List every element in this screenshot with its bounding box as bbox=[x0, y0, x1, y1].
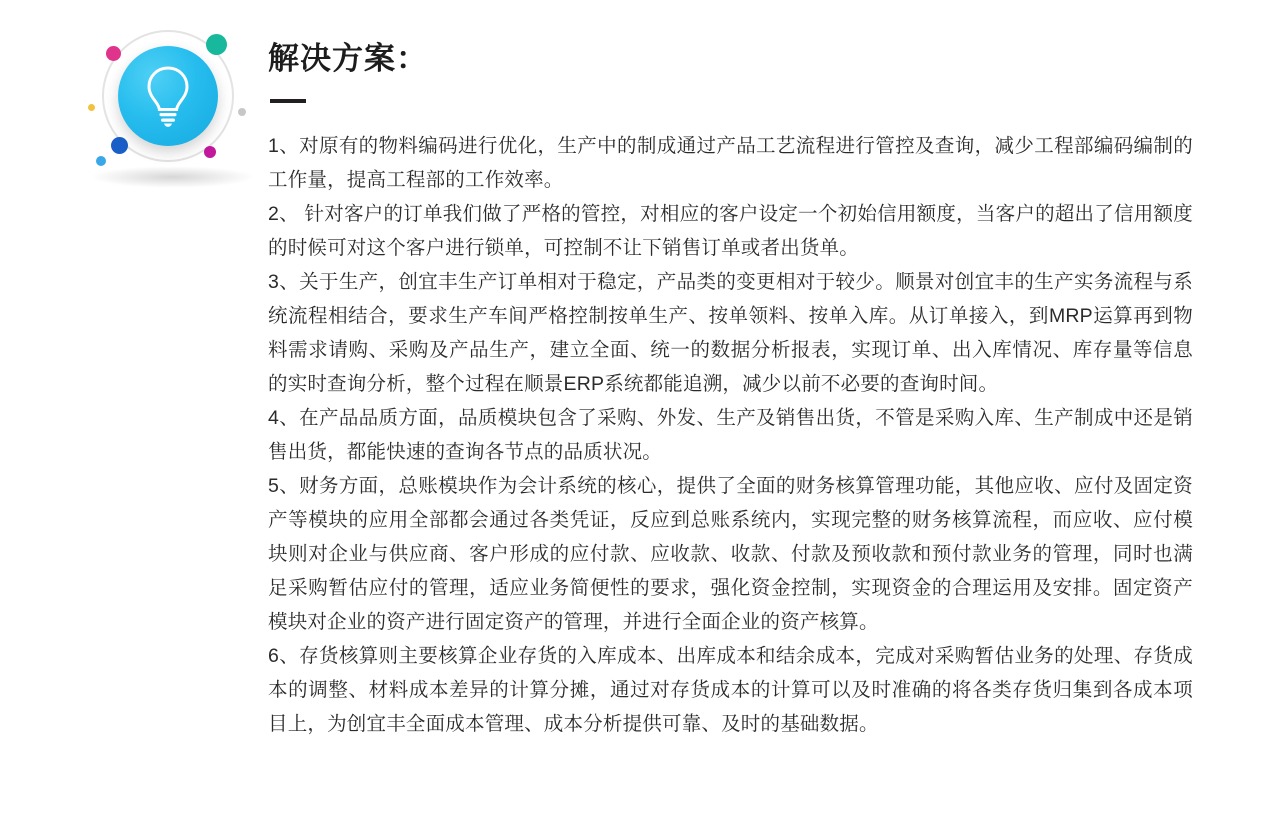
paragraph: 1、对原有的物料编码进行优化，生产中的制成通过产品工艺流程进行管控及查询，减少工程部编码编制的工作量，提高工程部的工作效率。 bbox=[268, 135, 1193, 192]
decorative-dot-pink bbox=[106, 46, 121, 61]
solution-paragraphs bbox=[268, 129, 1193, 741]
decorative-dot-magenta bbox=[204, 146, 216, 158]
page-title: 解决方案： bbox=[268, 41, 428, 76]
paragraph: 5、财务方面，总账模块作为会计系统的核心，提供了全面的财务核算管理功能，其他应收、应付及固定资产等模块的应用全部都会通过各类凭证，反应到总账系统内，实现完整的财务核算流程，而应收、应付模块则对企业与供应商、客户形成的应付款、应收款、收款、付款及预收款和预付款业务的管理，同时也满足采购暂估应付的管理，适应业务简便性的要求，强化资金控制，实现资金的合理运用及安排。固定资产模块对企业的资产进行固定资产的管理，并进行全面企业的资产核算。 bbox=[268, 475, 1193, 634]
decorative-dot-green bbox=[206, 34, 227, 55]
decorative-dot-gray bbox=[238, 108, 246, 116]
paragraph: 4、在产品品质方面，品质模块包含了采购、外发、生产及销售出货，不管是采购入库、生产制成中还是销售出货，都能快速的查询各节点的品质状况。 bbox=[268, 407, 1193, 464]
paragraph: 3、关于生产，创宜丰生产订单相对于稳定，产品类的变更相对于较少。顺景对创宜丰的生产实务流程与系统流程相结合，要求生产车间严格控制按单生产、按单领料、按单入库。从订单接入，到MRP运算再到物料需求请购、采购及产品生产，建立全面、统一的数据分析报表，实现订单、出入库情况、库存量等信息的实时查询分析，整个过程在顺景ERP系统都能追溯，减少以前不必要的查询时间。 bbox=[268, 271, 1193, 396]
content-column bbox=[268, 40, 1193, 741]
paragraph: 2、 针对客户的订单我们做了严格的管控，对相应的客户设定一个初始信用额度，当客户的超出了信用额度的时候可对这个客户进行锁单，可控制不让下销售订单或者出货单。 bbox=[268, 203, 1193, 260]
badge-circle bbox=[118, 46, 218, 146]
title-divider bbox=[270, 99, 306, 103]
lightbulb-icon bbox=[141, 64, 195, 128]
decorative-dot-yellow bbox=[88, 104, 95, 111]
paragraph: 6、存货核算则主要核算企业存货的入库成本、出库成本和结余成本，完成对采购暂估业务的处理、存货成本的调整、材料成本差异的计算分摊，通过对存货成本的计算可以及时准确的将各类存货归集到各成本项目上，为创宜丰全面成本管理、成本分析提供可靠、及时的基础数据。 bbox=[268, 645, 1193, 736]
badge-shadow bbox=[90, 166, 255, 188]
decorative-dot-lightblue bbox=[96, 156, 106, 166]
decorative-dot-blue bbox=[111, 137, 128, 154]
lightbulb-badge bbox=[78, 18, 268, 188]
